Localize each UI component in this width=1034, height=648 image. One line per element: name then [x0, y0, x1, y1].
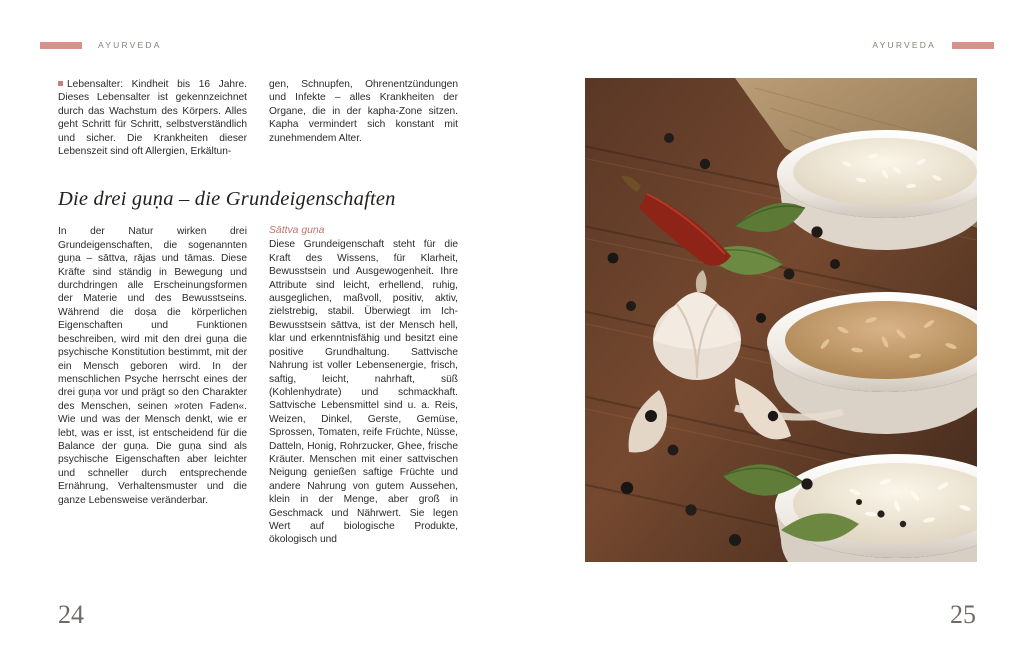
rice-bowls-photo	[585, 78, 977, 562]
page-number-right: 25	[950, 600, 976, 629]
body-column-2-text: Diese Grundeigenschaft steht für die Kraft des Wissens, für Klarheit, Bewusstsein und Ausgewogenheit. Ihre Attribute sind leicht, erhellend, ruhig, ausgeglichen, maßvoll, positiv, aktiv, zielstrebig, stabil. Überwiegt im Ich-Bewusstsein sāttva, ist der Mensch hell, klar und erkenntnisfähig und besitzt eine positive Grundhaltung. Sattvische Nahrung ist voller Lebensenergie, frisch, saftig, leicht, nahrhaft, süß (Kohlenhydrate) und schmackhaft. Sattvische Lebensmittel sind u. a. Reis, Weizen, Dinkel, Gerste, Gemüse, Sprossen, Tomaten, reife Früchte, Nüsse, Datteln, Honig, Rohrzucker, Ghee, frische Kräuter. Menschen mit einer sattvischen Neigung genießen saftige Früchte und andere Nahrung von gutem Aussehen, klein in der Menge, aber groß in Geschmack und Nährwert. Sie legen Wert auf biologische Produkte, ökologisch und	[269, 239, 458, 546]
accent-bar-left-icon	[40, 42, 82, 49]
page-number-left: 24	[58, 600, 84, 629]
subsection-heading: Sāttva guṇa	[269, 225, 325, 237]
section-title: Die drei guṇa – die Grundeigenschaften	[58, 188, 396, 211]
left-page-content	[58, 78, 458, 547]
body-column-1-text: In der Natur wirken drei Grundeigenschaften, die sogenannten guṇa – sāttva, rājas und tāmas. Diese Kräfte sind ständig in Bewegung und durchdringen alle Erscheinungsformen der Materie und des Bewusstseins. Während die doṣa die körperlichen Eigenschaften und Funktionen beschreiben, wird mit den drei guṇa die psychische Konstitution bestimmt, mit der ein Mensch geboren wird. In der menschlichen Psyche herrscht eines der drei guṇa vor und prägt so den Charakter des Menschen, seinen »roten Faden«. Wie und was der Mensch denkt, wie er lebt, was er isst, ist entscheidend für die Balance der guṇa. Die guṇa sind als psychische Eigenschaften aber leichter und schneller durch entsprechende Ernährung, Verhaltensmuster und die ganze Lebensweise veränderbar.	[58, 226, 247, 506]
top-column-1	[58, 78, 247, 158]
square-bullet-icon	[58, 81, 63, 86]
top-column-2	[269, 78, 458, 158]
top-column-1-text: Lebensalter: Kindheit bis 16 Jahre. Dieses Lebensalter ist gekennzeichnet durch das Wachstum des Körpers. Alles geht Schritt für Schritt, selbstverständlich und sicher. Die Krankheiten dieser Lebenszeit sind oft Allergien, Erkältun-	[58, 79, 247, 158]
body-two-column-block	[58, 225, 458, 546]
top-two-column-block	[58, 78, 458, 158]
running-head-right-label: AYURVEDA	[872, 40, 936, 50]
body-column-2	[269, 225, 458, 546]
accent-bar-right-icon	[952, 42, 994, 49]
body-column-1	[58, 225, 247, 546]
running-head-left-label: AYURVEDA	[98, 40, 162, 50]
running-head-right	[872, 40, 994, 50]
rice-bowls-illustration	[585, 78, 977, 562]
top-column-2-text: gen, Schnupfen, Ohrenentzündungen und Infekte – alles Krankheiten der Organe, die in der kapha-Zone sitzen. Kapha vermindert sich konstant mit zunehmendem Alter.	[269, 79, 458, 144]
running-head-left	[40, 40, 162, 50]
